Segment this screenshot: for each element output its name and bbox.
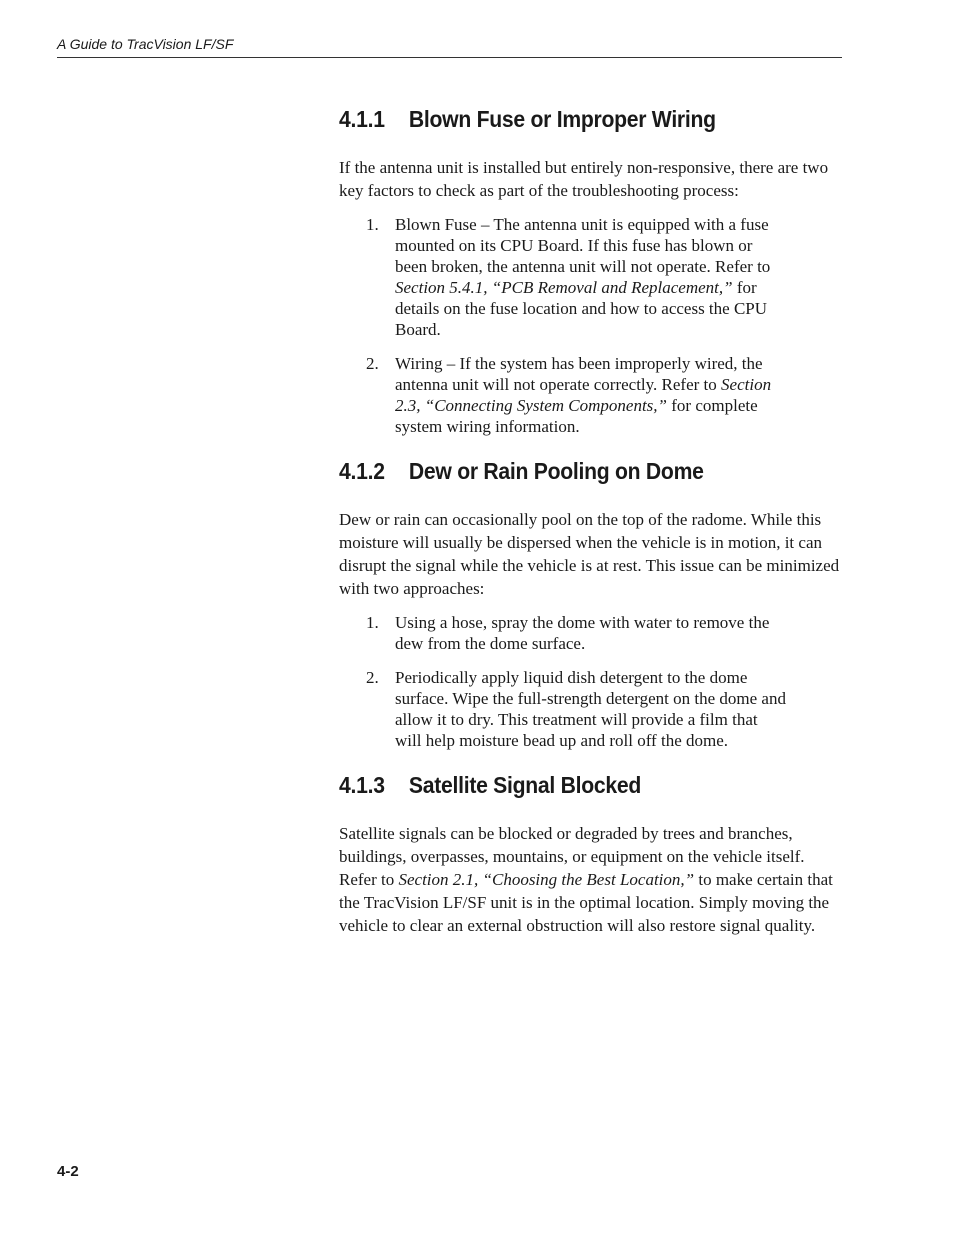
list-item: [339, 353, 787, 437]
list-marker: 2.: [366, 354, 379, 373]
section-heading-4-1-3: [339, 772, 804, 799]
step-list: [339, 612, 844, 751]
item-text: Using a hose, spray the dome with water to remove the dew from the dome surface.: [395, 613, 770, 653]
cross-reference: Section 2.1, “Choosing the Best Location,”: [398, 870, 695, 889]
list-item: [339, 214, 787, 340]
section-title: Blown Fuse or Improper Wiring: [408, 106, 716, 132]
section-intro: Dew or rain can occasionally pool on the top of the radome. While this moisture will usually be dispersed when the vehicle is in motion, it can disrupt the signal while the vehicle is at rest. This issue can be minimized with two approaches:: [339, 510, 840, 598]
item-text: Periodically apply liquid dish detergent to the dome surface. Wipe the full-strength detergent on the dome and allow it to dry. This treatment will provide a film that will help moisture bead up and roll off the dome.: [395, 668, 786, 750]
section-heading-4-1-1: [339, 106, 804, 133]
page-number: 4-2: [57, 1163, 79, 1180]
list-marker: 1.: [366, 215, 379, 234]
section-number: 4.1.3: [339, 772, 385, 798]
list-item: [339, 667, 787, 751]
item-text: Wiring – If the system has been improperly wired, the antenna unit will not operate correctly. Refer to: [395, 354, 763, 394]
header-rule: [57, 57, 842, 58]
section-title: Satellite Signal Blocked: [408, 772, 642, 798]
section-title: Dew or Rain Pooling on Dome: [408, 458, 704, 484]
item-text: for complete system wiring information.: [395, 396, 758, 436]
body-text: Satellite signals can be blocked or degraded by trees and branches, buildings, overpasses, mountains, or equipment on the vehicle itself. Refer to: [339, 824, 805, 889]
item-text: for details on the fuse location and how to access the CPU Board.: [395, 278, 768, 339]
list-item: [339, 612, 787, 654]
cross-reference: Section 5.4.1, “PCB Removal and Replacement,”: [395, 278, 733, 297]
page-content: [339, 106, 844, 937]
section-number: 4.1.2: [339, 458, 385, 484]
cross-reference: Section 2.3, “Connecting System Components,”: [395, 375, 772, 415]
body-text: to make certain that the TracVision LF/SF unit is in the optimal location. Simply moving the vehicle to clear an external obstruction will also restore signal quality.: [339, 870, 833, 935]
running-header: A Guide to TracVision LF/SF: [57, 36, 234, 52]
section-intro: If the antenna unit is installed but entirely non-responsive, there are two key factors to check as part of the troubleshooting process:: [339, 158, 829, 200]
item-text: Blown Fuse – The antenna unit is equipped with a fuse mounted on its CPU Board. If this fuse has blown or been broken, the antenna unit will not operate. Refer to: [395, 215, 771, 276]
list-marker: 1.: [366, 613, 379, 632]
list-marker: 2.: [366, 668, 379, 687]
section-heading-4-1-2: [339, 458, 804, 485]
section-body: [339, 822, 844, 937]
step-list: [339, 214, 844, 437]
section-number: 4.1.1: [339, 106, 385, 132]
